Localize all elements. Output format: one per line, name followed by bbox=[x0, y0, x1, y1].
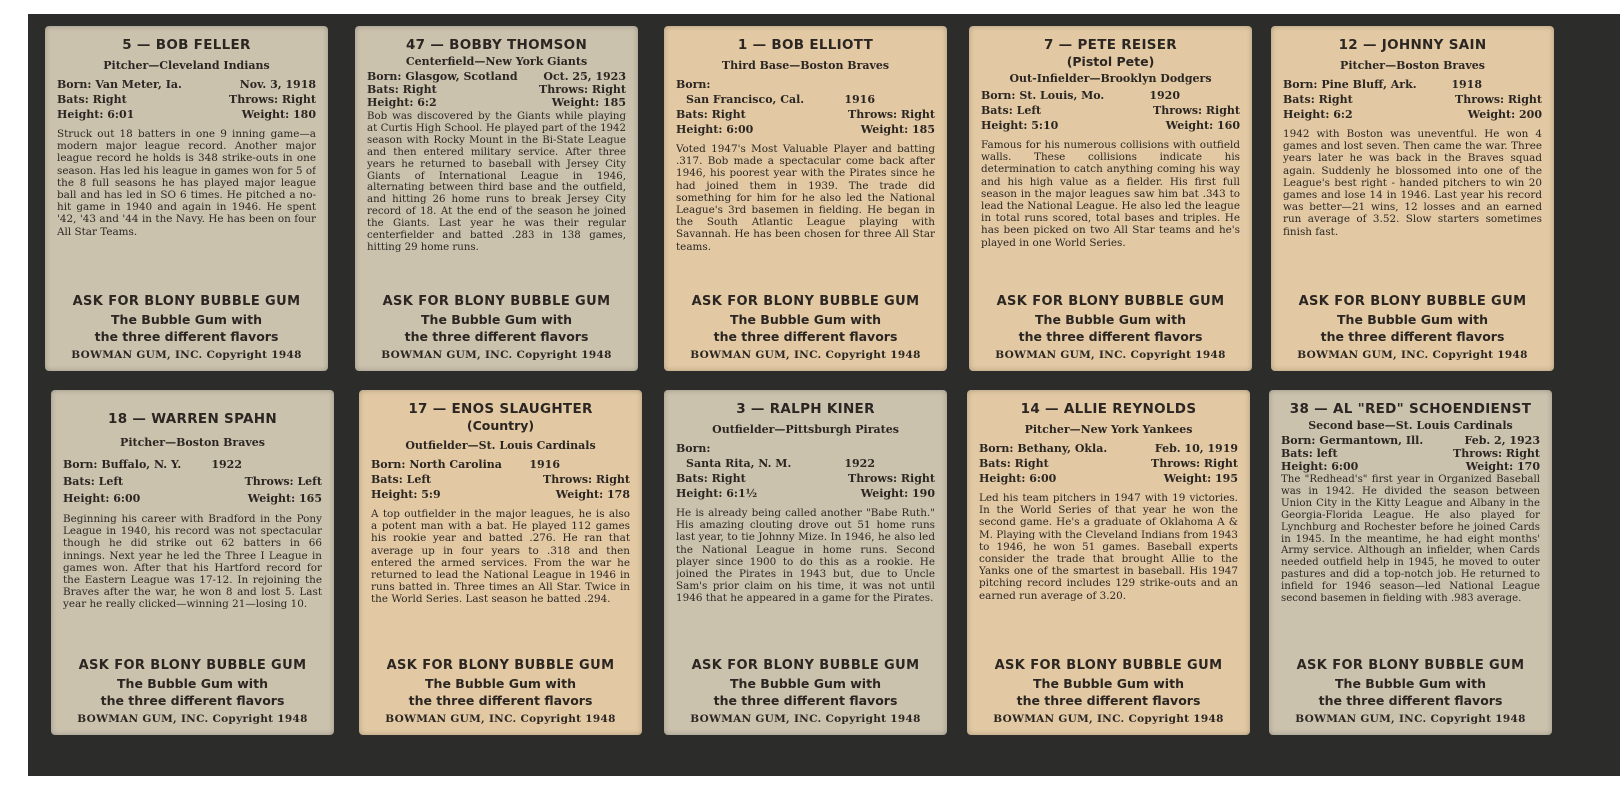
ad-headline: ASK FOR BLONY BUBBLE GUM bbox=[78, 658, 307, 673]
card-stats bbox=[1281, 434, 1540, 473]
copyright: BOWMAN GUM, INC. Copyright 1948 bbox=[71, 349, 302, 361]
born: Born: bbox=[676, 442, 711, 455]
born-date: 1922 bbox=[844, 457, 875, 470]
card-bio: 1942 with Boston was uneventful. He won 4 games and lost seven. Then came the war. Three years later he was back in the Braves squad again. Suddenly he blossomed into one of the League's best right - handed pitchers to win 20 games and lose 14 in 1946. Last year his record was better—21 wins, 12 losses and an earned run average of 3.52. Slow starters sometimes finish fast. bbox=[1283, 128, 1542, 238]
bats: Bats: Right bbox=[57, 93, 127, 106]
weight: Weight: 170 bbox=[1465, 460, 1540, 473]
height: Height: 5:10 bbox=[981, 119, 1059, 132]
card-team: Second base—St. Louis Cardinals bbox=[1308, 419, 1513, 432]
card-bio: Beginning his career with Bradford in the Pony League in 1940, his record was not spectacular though he did strike out 62 batters in 66 innings. Next year he led the Three I League in games won. After that his Hartford record for the Eastern League was 17-12. In rejoining the Braves after the war, he won 8 and lost 5. Last year he really clicked—winning 21—losing 10. bbox=[63, 513, 322, 611]
ad-line2: the three different flavors bbox=[94, 329, 279, 344]
card-bio: A top outfielder in the major leagues, he is also a potent man with a bat. He played 112 games his rookie year and batted .276. He ran that average up in four years to .318 and then entered the armed services. From the war he returned to lead the National League in 1946 in runs batted in. Three times an All Star. Twice in the World Series. Last season he batted .294. bbox=[371, 508, 630, 606]
weight: Weight: 178 bbox=[555, 488, 630, 501]
card-nickname: (Country) bbox=[466, 418, 535, 433]
card-red-schoendienst[interactable] bbox=[1269, 390, 1552, 735]
born-date: 1916 bbox=[844, 93, 875, 106]
card-stats bbox=[676, 77, 935, 137]
card-bob-feller[interactable] bbox=[45, 26, 328, 371]
card-stats bbox=[371, 457, 630, 502]
copyright: BOWMAN GUM, INC. Copyright 1948 bbox=[1297, 349, 1528, 361]
height: Height: 6:2 bbox=[1283, 108, 1353, 121]
copyright: BOWMAN GUM, INC. Copyright 1948 bbox=[995, 349, 1226, 361]
born-date: Nov. 3, 1918 bbox=[239, 78, 316, 91]
bats: Bats: Left bbox=[63, 475, 124, 488]
card-stats bbox=[1283, 77, 1542, 122]
card-title: 47 — BOBBY THOMSON bbox=[405, 37, 588, 53]
copyright: BOWMAN GUM, INC. Copyright 1948 bbox=[690, 349, 921, 361]
ad-line2: the three different flavors bbox=[1018, 329, 1203, 344]
ad-line2: the three different flavors bbox=[408, 693, 593, 708]
ad-line2: the three different flavors bbox=[100, 693, 285, 708]
card-team: Centerfield—New York Giants bbox=[405, 55, 588, 68]
bats: Bats: Right bbox=[676, 108, 746, 121]
born-date: 1918 bbox=[1451, 78, 1482, 91]
weight: Weight: 200 bbox=[1467, 108, 1542, 121]
card-allie-reynolds[interactable] bbox=[967, 390, 1250, 735]
bats: Bats: Right bbox=[1283, 93, 1353, 106]
ad-headline: ASK FOR BLONY BUBBLE GUM bbox=[996, 294, 1225, 309]
card-stats bbox=[979, 441, 1238, 486]
throws: Throws: Right bbox=[539, 83, 626, 96]
throws: Throws: Right bbox=[848, 472, 935, 485]
ad-line2: the three different flavors bbox=[713, 329, 898, 344]
ad-headline: ASK FOR BLONY BUBBLE GUM bbox=[72, 294, 301, 309]
born: Born: Bethany, Okla. bbox=[979, 442, 1108, 455]
card-ralph-kiner[interactable] bbox=[664, 390, 947, 735]
ad-line2: the three different flavors bbox=[713, 693, 898, 708]
born-date: Feb. 2, 1923 bbox=[1464, 434, 1540, 447]
born-place: Santa Rita, N. M. bbox=[686, 457, 792, 470]
card-title: 12 — JOHNNY SAIN bbox=[1338, 37, 1487, 53]
height: Height: 6:1½ bbox=[676, 487, 758, 500]
weight: Weight: 180 bbox=[241, 108, 316, 121]
throws: Throws: Right bbox=[1455, 93, 1542, 106]
born: Born: Germantown, Ill. bbox=[1281, 434, 1424, 447]
born: Born: Buffalo, N. Y. bbox=[63, 458, 182, 471]
born: Born: Van Meter, Ia. bbox=[57, 78, 182, 91]
card-johnny-sain[interactable] bbox=[1271, 26, 1554, 371]
card-title: 3 — RALPH KINER bbox=[736, 401, 875, 417]
height: Height: 6:00 bbox=[979, 472, 1057, 485]
weight: Weight: 195 bbox=[1163, 472, 1238, 485]
ad-headline: ASK FOR BLONY BUBBLE GUM bbox=[691, 658, 920, 673]
card-title: 14 — ALLIE REYNOLDS bbox=[1020, 401, 1197, 417]
card-title: 1 — BOB ELLIOTT bbox=[737, 37, 874, 53]
copyright: BOWMAN GUM, INC. Copyright 1948 bbox=[690, 713, 921, 725]
card-team: Third Base—Boston Braves bbox=[721, 59, 890, 72]
card-team: Out-Infielder—Brooklyn Dodgers bbox=[1009, 72, 1212, 85]
ad-line1: The Bubble Gum with bbox=[421, 312, 572, 327]
born-date: 1920 bbox=[1149, 89, 1180, 102]
card-nickname: (Pistol Pete) bbox=[1066, 54, 1155, 69]
card-stats bbox=[981, 88, 1240, 133]
card-title: 17 — ENOS SLAUGHTER bbox=[408, 401, 593, 417]
weight: Weight: 185 bbox=[860, 123, 935, 136]
ad-line1: The Bubble Gum with bbox=[730, 312, 881, 327]
card-enos-slaughter[interactable] bbox=[359, 390, 642, 735]
height: Height: 6:00 bbox=[1281, 460, 1359, 473]
card-title: 7 — PETE REISER bbox=[1043, 37, 1178, 53]
ad-headline: ASK FOR BLONY BUBBLE GUM bbox=[382, 294, 611, 309]
copyright: BOWMAN GUM, INC. Copyright 1948 bbox=[1295, 713, 1526, 725]
card-stats bbox=[63, 456, 322, 507]
ad-headline: ASK FOR BLONY BUBBLE GUM bbox=[994, 658, 1223, 673]
card-title: 38 — AL "RED" SCHOENDIENST bbox=[1289, 401, 1532, 417]
born-date: Oct. 25, 1923 bbox=[543, 70, 626, 83]
card-team: Pitcher—New York Yankees bbox=[1024, 423, 1193, 436]
card-stats bbox=[676, 441, 935, 501]
throws: Throws: Right bbox=[1153, 104, 1240, 117]
born-date: Feb. 10, 1919 bbox=[1154, 442, 1238, 455]
bats: Bats: Left bbox=[981, 104, 1042, 117]
card-bio: The "Redhead's" first year in Organized Baseball was in 1942. He divided the season between Union City in the Kitty League and Albany in the Georgia-Florida League. He also played for Lynchburg and Rochester before he joined Cards in 1945. In the meantime, he had eight months' Army service. Although an infielder, when Cards needed outfield help in 1945, he moved to outer pastures and did a top-notch job. He returned to infield for 1946 season—led National League second basemen in fielding with .983 average. bbox=[1281, 474, 1540, 605]
ad-line1: The Bubble Gum with bbox=[111, 312, 262, 327]
throws: Throws: Right bbox=[543, 473, 630, 486]
card-pete-reiser[interactable] bbox=[969, 26, 1252, 371]
born: Born: North Carolina bbox=[371, 458, 502, 471]
ad-headline: ASK FOR BLONY BUBBLE GUM bbox=[691, 294, 920, 309]
weight: Weight: 165 bbox=[247, 492, 322, 505]
height: Height: 6:01 bbox=[57, 108, 135, 121]
card-team: Pitcher—Boston Braves bbox=[120, 436, 265, 449]
card-team: Outfielder—St. Louis Cardinals bbox=[405, 439, 596, 452]
card-bio: Famous for his numerous collisions with outfield walls. These collisions indicate his determination to catch anything coming his way and his high value as a fielder. His first full season in the major leagues saw him bat .343 to lead the National League. He also led the league in total runs scored, total bases and triples. He has been picked on two All Star teams and he's played in one World Series. bbox=[981, 139, 1240, 249]
ad-line2: the three different flavors bbox=[1318, 693, 1503, 708]
ad-line1: The Bubble Gum with bbox=[117, 676, 268, 691]
card-bio: Led his team pitchers in 1947 with 19 victories. In the World Series of that year he won the second game. He's a graduate of Oklahoma A & M. Playing with the Cleveland Indians from 1943 to 1946, he won 51 games. Baseball experts consider the trade that brought Allie to the Yanks one of the smartest in baseball. His 1947 pitching record includes 129 strike-outs and an earned run average of 3.20. bbox=[979, 492, 1238, 602]
bats: Bats: Right bbox=[979, 457, 1049, 470]
card-bio: Struck out 18 batters in one 9 inning game—a modern major league record. Another major league record he holds is 348 strike-outs in one season. Has led his league in games won for 5 of the 8 full seasons he has played major league ball and has led in SO 6 times. He pitched a no-hit game in 1940 and again in 1946. He spent '42, '43 and '44 in the Navy. He has been on four All Star Teams. bbox=[57, 128, 316, 238]
height: Height: 6:00 bbox=[676, 123, 754, 136]
ad-headline: ASK FOR BLONY BUBBLE GUM bbox=[386, 658, 615, 673]
card-team: Pitcher—Boston Braves bbox=[1340, 59, 1485, 72]
ad-line2: the three different flavors bbox=[1016, 693, 1201, 708]
card-bio: He is already being called another "Babe Ruth." His amazing clouting drove out 51 home runs last year, to tie Johnny Mize. In 1946, he also led the National League in home runs. Second player since 1900 to do this as a rookie. He joined the Pirates in 1943 but, due to Uncle Sam's prior claim on his time, it was not until 1946 that he appeared in a game for the Pirates. bbox=[676, 507, 935, 605]
card-bob-elliott[interactable] bbox=[664, 26, 947, 371]
bats: Bats: Left bbox=[371, 473, 432, 486]
weight: Weight: 160 bbox=[1165, 119, 1240, 132]
bats: Bats: left bbox=[1281, 447, 1338, 460]
throws: Throws: Right bbox=[1453, 447, 1540, 460]
card-team: Pitcher—Cleveland Indians bbox=[103, 59, 270, 72]
ad-line2: the three different flavors bbox=[404, 329, 589, 344]
weight: Weight: 185 bbox=[551, 96, 626, 109]
card-warren-spahn[interactable] bbox=[51, 390, 334, 735]
born: Born: Pine Bluff, Ark. bbox=[1283, 78, 1417, 91]
card-bobby-thomson[interactable] bbox=[355, 26, 638, 371]
ad-line1: The Bubble Gum with bbox=[730, 676, 881, 691]
weight: Weight: 190 bbox=[860, 487, 935, 500]
born-date: 1922 bbox=[211, 458, 242, 471]
card-title: 18 — WARREN SPAHN bbox=[108, 411, 277, 427]
bats: Bats: Right bbox=[676, 472, 746, 485]
height: Height: 5:9 bbox=[371, 488, 441, 501]
card-bio: Voted 1947's Most Valuable Player and batting .317. Bob made a spectacular come back after 1946, his poorest year with the Pirates since he had joined them in 1939. The trade did something for him for he also led the National League's 3rd basemen in fielding. He began in the South Atlantic League playing with Savannah. He has been chosen for three All Star teams. bbox=[676, 143, 935, 253]
throws: Throws: Right bbox=[848, 108, 935, 121]
ad-headline: ASK FOR BLONY BUBBLE GUM bbox=[1298, 294, 1527, 309]
born: Born: bbox=[676, 78, 711, 91]
card-title: 5 — BOB FELLER bbox=[122, 37, 251, 53]
ad-line1: The Bubble Gum with bbox=[1035, 312, 1186, 327]
bats: Bats: Right bbox=[367, 83, 437, 96]
height: Height: 6:00 bbox=[63, 492, 141, 505]
card-team: Outfielder—Pittsburgh Pirates bbox=[712, 423, 899, 436]
card-stats bbox=[57, 77, 316, 122]
throws: Throws: Right bbox=[1151, 457, 1238, 470]
copyright: BOWMAN GUM, INC. Copyright 1948 bbox=[993, 713, 1224, 725]
born: Born: Glasgow, Scotland bbox=[367, 70, 518, 83]
ad-line1: The Bubble Gum with bbox=[1033, 676, 1184, 691]
born: Born: St. Louis, Mo. bbox=[981, 89, 1105, 102]
ad-line1: The Bubble Gum with bbox=[1337, 312, 1488, 327]
ad-line1: The Bubble Gum with bbox=[1335, 676, 1486, 691]
ad-line1: The Bubble Gum with bbox=[425, 676, 576, 691]
born-date: 1916 bbox=[529, 458, 560, 471]
height: Height: 6:2 bbox=[367, 96, 437, 109]
ad-headline: ASK FOR BLONY BUBBLE GUM bbox=[1296, 658, 1525, 673]
card-display-board bbox=[28, 14, 1620, 776]
throws: Throws: Left bbox=[244, 475, 322, 488]
card-bio: Bob was discovered by the Giants while playing at Curtis High School. He played part of the 1942 season with Rocky Mount in the Bi-State League and then entered military service. After three years he returned to baseball with Jersey City Giants of International League in 1946, alternating between third base and the outfield, and hitting 26 home runs to break Jersey City record of 18. At the end of the season he joined the Giants. Last year he was their regular centerfielder and batted .283 in 138 games, hitting 29 home runs. bbox=[367, 111, 626, 253]
born-place: San Francisco, Cal. bbox=[686, 93, 805, 106]
copyright: BOWMAN GUM, INC. Copyright 1948 bbox=[385, 713, 616, 725]
throws: Throws: Right bbox=[229, 93, 316, 106]
copyright: BOWMAN GUM, INC. Copyright 1948 bbox=[77, 713, 308, 725]
copyright: BOWMAN GUM, INC. Copyright 1948 bbox=[381, 349, 612, 361]
card-stats bbox=[367, 70, 626, 109]
ad-line2: the three different flavors bbox=[1320, 329, 1505, 344]
